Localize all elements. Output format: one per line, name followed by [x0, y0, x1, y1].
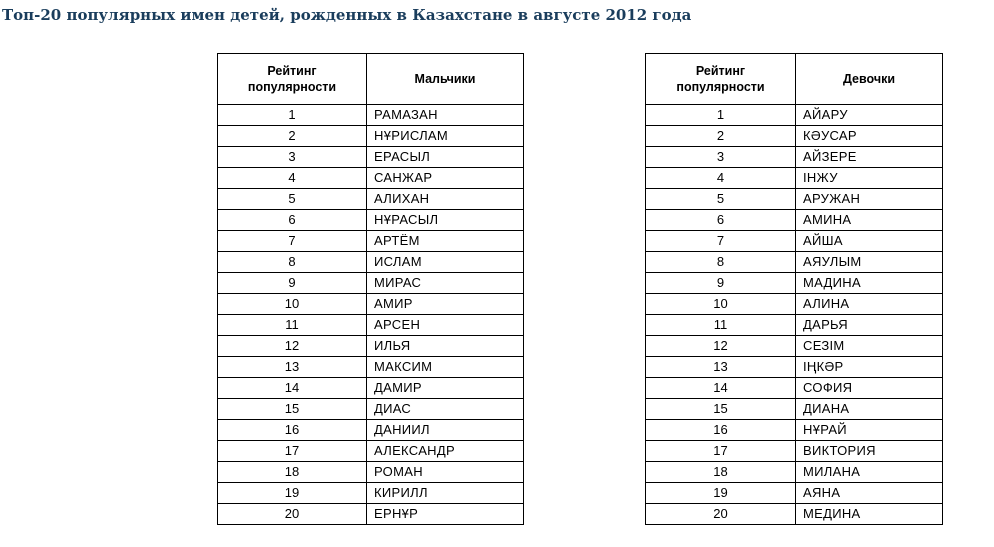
rank-cell: 14 — [646, 378, 796, 399]
name-cell: АЙАРУ — [796, 105, 943, 126]
name-cell: МИРАС — [367, 273, 524, 294]
rank-cell: 14 — [218, 378, 367, 399]
table-row — [218, 294, 524, 315]
table-row — [218, 483, 524, 504]
name-cell: ЕРАСЫЛ — [367, 147, 524, 168]
name-cell: НҰРИСЛАМ — [367, 126, 524, 147]
rank-cell: 1 — [646, 105, 796, 126]
rank-cell: 19 — [218, 483, 367, 504]
rank-cell: 11 — [218, 315, 367, 336]
rank-cell: 1 — [218, 105, 367, 126]
table-row — [646, 462, 943, 483]
boys-names-table — [217, 53, 524, 525]
rank-column-header: Рейтинг популярности — [218, 54, 367, 105]
table-row — [218, 420, 524, 441]
table-row — [646, 273, 943, 294]
name-cell: КИРИЛЛ — [367, 483, 524, 504]
name-cell: ДАМИР — [367, 378, 524, 399]
table-row — [646, 357, 943, 378]
name-cell: АЯУЛЫМ — [796, 252, 943, 273]
rank-cell: 7 — [646, 231, 796, 252]
table-row — [218, 231, 524, 252]
table-row — [646, 378, 943, 399]
name-cell: АМИНА — [796, 210, 943, 231]
rank-cell: 15 — [218, 399, 367, 420]
name-cell: АЙША — [796, 231, 943, 252]
name-cell: АРТЁМ — [367, 231, 524, 252]
girls-names-table — [645, 53, 943, 525]
rank-cell: 18 — [646, 462, 796, 483]
rank-cell: 6 — [218, 210, 367, 231]
table-row — [646, 189, 943, 210]
rank-cell: 13 — [646, 357, 796, 378]
table-row — [218, 126, 524, 147]
rank-cell: 6 — [646, 210, 796, 231]
rank-cell: 9 — [218, 273, 367, 294]
table-row — [218, 399, 524, 420]
rank-cell: 7 — [218, 231, 367, 252]
rank-cell: 3 — [218, 147, 367, 168]
table-row — [218, 378, 524, 399]
rank-cell: 12 — [218, 336, 367, 357]
boys-table-body — [218, 105, 524, 525]
table-row — [646, 105, 943, 126]
table-row — [218, 252, 524, 273]
table-row — [646, 210, 943, 231]
name-cell: ИСЛАМ — [367, 252, 524, 273]
name-cell: АМИР — [367, 294, 524, 315]
name-cell: РАМАЗАН — [367, 105, 524, 126]
rank-cell: 17 — [218, 441, 367, 462]
table-row — [646, 147, 943, 168]
rank-cell: 10 — [218, 294, 367, 315]
rank-cell: 4 — [646, 168, 796, 189]
rank-cell: 11 — [646, 315, 796, 336]
table-header-row — [218, 54, 524, 105]
rank-cell: 4 — [218, 168, 367, 189]
rank-cell: 13 — [218, 357, 367, 378]
name-cell: АЙЗЕРЕ — [796, 147, 943, 168]
rank-cell: 8 — [218, 252, 367, 273]
table-row — [646, 504, 943, 525]
page-title: Топ-20 популярных имен детей, рожденных в Казахстане в августе 2012 года — [2, 6, 692, 24]
table-row — [218, 105, 524, 126]
name-cell: МЕДИНА — [796, 504, 943, 525]
name-cell: МАДИНА — [796, 273, 943, 294]
rank-cell: 20 — [218, 504, 367, 525]
table-row — [218, 315, 524, 336]
name-cell: АРУЖАН — [796, 189, 943, 210]
name-cell: САНЖАР — [367, 168, 524, 189]
name-cell: ДАРЬЯ — [796, 315, 943, 336]
rank-cell: 17 — [646, 441, 796, 462]
name-cell: МАКСИМ — [367, 357, 524, 378]
rank-cell: 10 — [646, 294, 796, 315]
name-cell: КӘУСАР — [796, 126, 943, 147]
table-header-row — [646, 54, 943, 105]
table-row — [646, 420, 943, 441]
rank-cell: 8 — [646, 252, 796, 273]
rank-cell: 18 — [218, 462, 367, 483]
rank-cell: 16 — [646, 420, 796, 441]
rank-cell: 15 — [646, 399, 796, 420]
name-cell: ДАНИИЛ — [367, 420, 524, 441]
table-row — [218, 504, 524, 525]
rank-cell: 19 — [646, 483, 796, 504]
name-cell: ІҢКӘР — [796, 357, 943, 378]
table-row — [218, 441, 524, 462]
table-row — [646, 399, 943, 420]
name-cell: СОФИЯ — [796, 378, 943, 399]
table-row — [218, 147, 524, 168]
rank-column-header: Рейтинг популярности — [646, 54, 796, 105]
table-row — [218, 189, 524, 210]
table-row — [646, 483, 943, 504]
table-row — [646, 168, 943, 189]
table-row — [646, 336, 943, 357]
table-row — [218, 273, 524, 294]
rank-cell: 5 — [646, 189, 796, 210]
name-cell: ДИАНА — [796, 399, 943, 420]
table-row — [646, 315, 943, 336]
name-cell: АЛЕКСАНДР — [367, 441, 524, 462]
rank-cell: 9 — [646, 273, 796, 294]
rank-cell: 20 — [646, 504, 796, 525]
girls-column-header: Девочки — [796, 54, 943, 105]
rank-cell: 2 — [218, 126, 367, 147]
table-row — [646, 231, 943, 252]
table-row — [218, 462, 524, 483]
name-cell: ВИКТОРИЯ — [796, 441, 943, 462]
table-row — [646, 294, 943, 315]
rank-cell: 16 — [218, 420, 367, 441]
name-cell: СЕЗІМ — [796, 336, 943, 357]
rank-cell: 5 — [218, 189, 367, 210]
rank-cell: 12 — [646, 336, 796, 357]
table-row — [218, 336, 524, 357]
name-cell: НҰРАСЫЛ — [367, 210, 524, 231]
name-cell: АЯНА — [796, 483, 943, 504]
name-cell: НҰРАЙ — [796, 420, 943, 441]
name-cell: ІНЖУ — [796, 168, 943, 189]
table-row — [646, 126, 943, 147]
name-cell: ИЛЬЯ — [367, 336, 524, 357]
name-cell: АРСЕН — [367, 315, 524, 336]
rank-cell: 3 — [646, 147, 796, 168]
name-cell: ЕРНҰР — [367, 504, 524, 525]
table-row — [646, 252, 943, 273]
boys-column-header: Мальчики — [367, 54, 524, 105]
table-row — [218, 357, 524, 378]
name-cell: АЛИХАН — [367, 189, 524, 210]
table-row — [218, 168, 524, 189]
girls-table-body — [646, 105, 943, 525]
name-cell: МИЛАНА — [796, 462, 943, 483]
rank-cell: 2 — [646, 126, 796, 147]
table-row — [218, 210, 524, 231]
table-row — [646, 441, 943, 462]
name-cell: ДИАС — [367, 399, 524, 420]
name-cell: АЛИНА — [796, 294, 943, 315]
name-cell: РОМАН — [367, 462, 524, 483]
